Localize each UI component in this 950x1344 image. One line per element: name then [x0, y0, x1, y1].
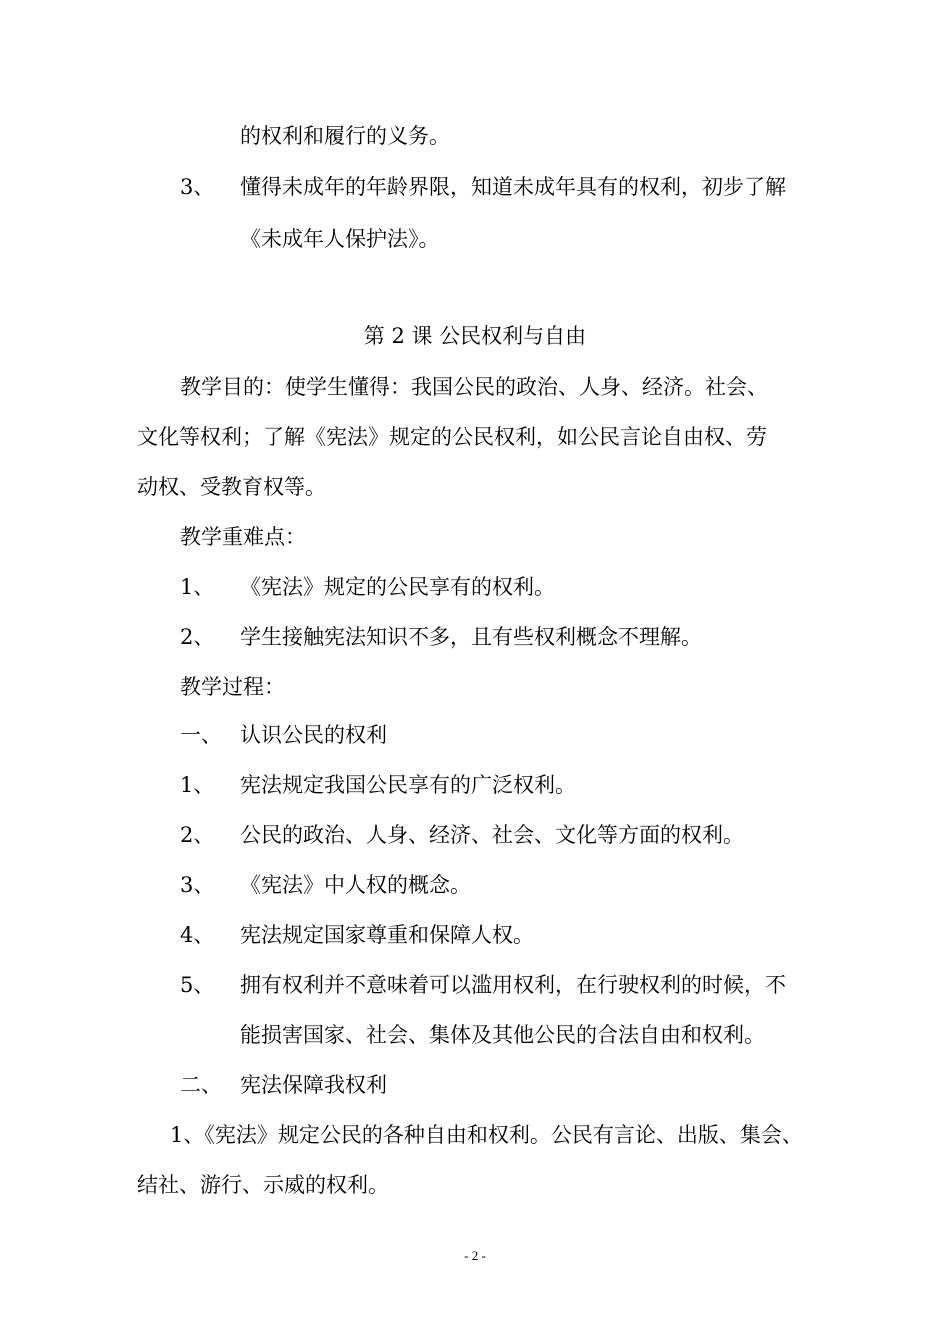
- list-text: 懂得未成年的年龄界限，知道未成年具有的权利，初步了解: [240, 175, 786, 199]
- list-number: 1、: [180, 575, 215, 599]
- lesson-title: 第 2 课 公民权利与自由: [363, 324, 587, 348]
- section-text: 宪法保障我权利: [240, 1073, 387, 1097]
- objective-line-1: 教学目的：使学生懂得：我国公民的政治、人身、经济。社会、: [180, 375, 768, 399]
- section-2-para-line-2: 结社、游行、示威的权利。: [137, 1173, 389, 1197]
- section-1-item-5-continuation: 能损害国家、社会、集体及其他公民的合法自由和权利。: [240, 1023, 765, 1047]
- section-2-para-line-1: 1、《宪法》规定公民的各种自由和权利。公民有言论、出版、集会、: [170, 1123, 803, 1147]
- list-text: 宪法规定我国公民享有的广泛权利。: [240, 773, 576, 797]
- page-number: - 2 -: [464, 1248, 486, 1263]
- list-text: 宪法规定国家尊重和保障人权。: [240, 923, 534, 947]
- list-number: 2、: [180, 823, 215, 847]
- list-number: 2、: [180, 625, 215, 649]
- objective-line-3: 动权、受教育权等。: [137, 475, 326, 499]
- difficulty-heading: 教学重难点：: [180, 525, 306, 549]
- section-number: 一、: [180, 723, 222, 747]
- list-text: 拥有权利并不意味着可以滥用权利，在行驶权利的时候，不: [240, 973, 786, 997]
- process-heading: 教学过程：: [180, 675, 285, 699]
- list-number: 5、: [180, 973, 215, 997]
- list-number: 3、: [180, 175, 215, 199]
- continuation-line: 的权利和履行的义务。: [240, 124, 450, 148]
- list-number: 1、: [180, 773, 215, 797]
- objective-line-2: 文化等权利；了解《宪法》规定的公民权利，如公民言论自由权、劳: [137, 425, 767, 449]
- section-text: 认识公民的权利: [240, 723, 387, 747]
- list-text: 公民的政治、人身、经济、社会、文化等方面的权利。: [240, 823, 744, 847]
- list-text: 学生接触宪法知识不多，且有些权利概念不理解。: [240, 625, 702, 649]
- section-number: 二、: [180, 1073, 222, 1097]
- list-number: 4、: [180, 923, 215, 947]
- list-item-3-continuation: 《未成年人保护法》。: [240, 227, 440, 251]
- list-number: 3、: [180, 873, 215, 897]
- list-text: 《宪法》中人权的概念。: [240, 873, 471, 897]
- list-text: 《宪法》规定的公民享有的权利。: [240, 575, 555, 599]
